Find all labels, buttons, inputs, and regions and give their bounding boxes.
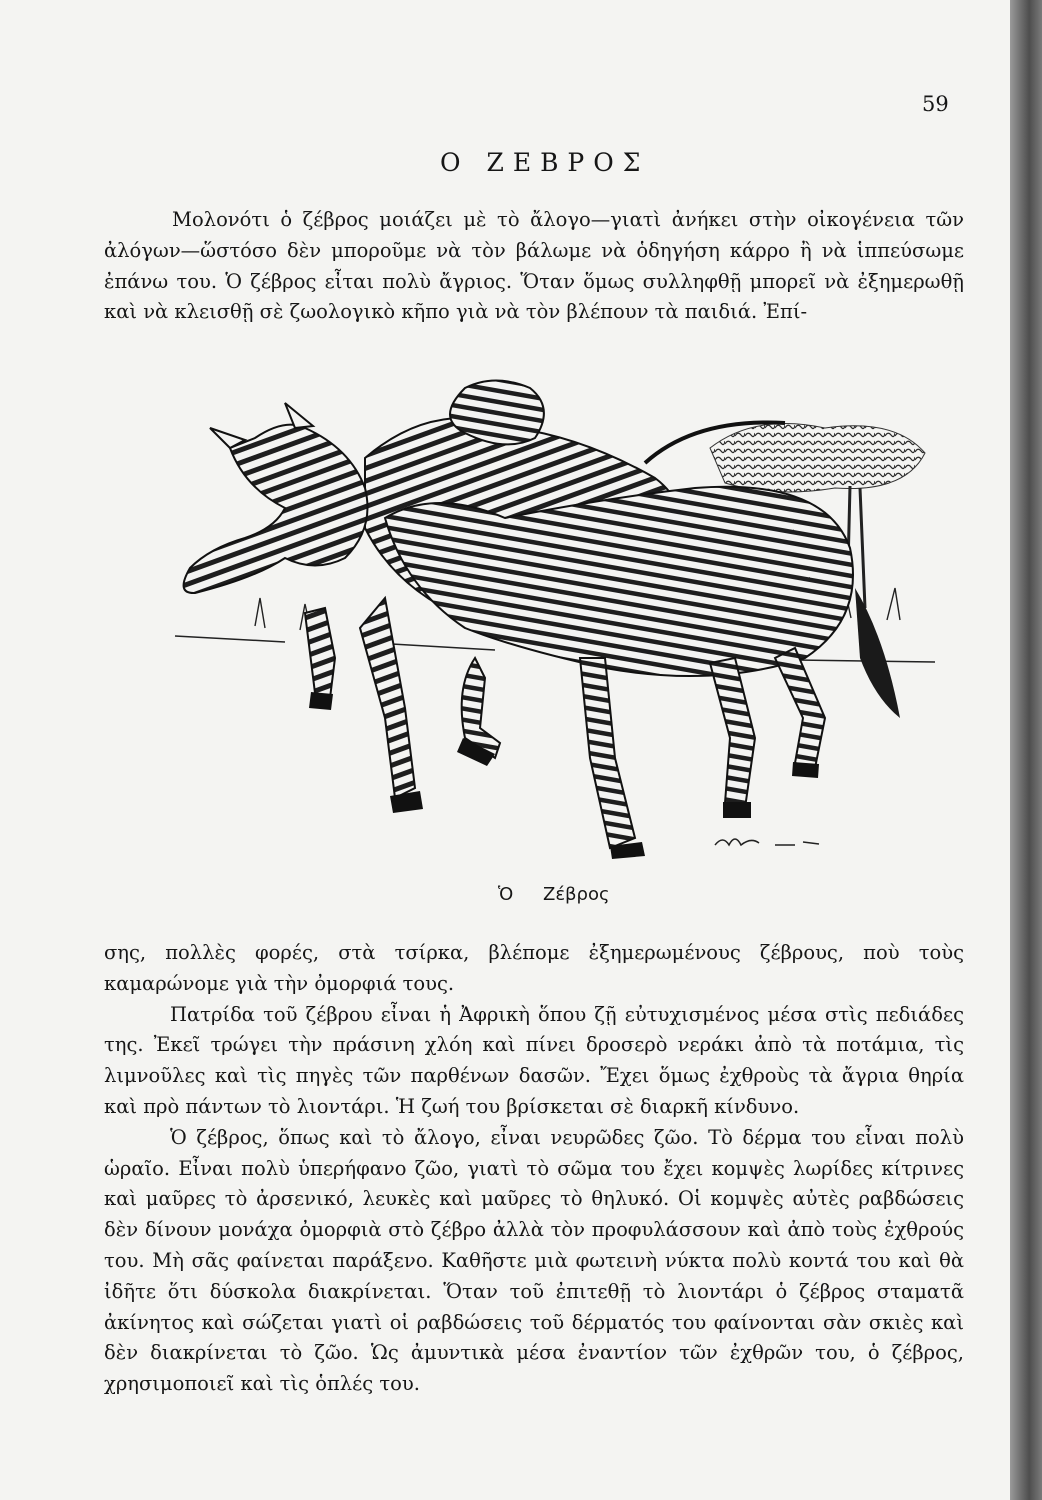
intro-text bbox=[104, 205, 964, 328]
zebra-head bbox=[184, 425, 368, 593]
zebra-tail-tuft bbox=[855, 588, 900, 718]
page-edge bbox=[1010, 0, 1042, 1500]
page-number: 59 bbox=[922, 92, 949, 116]
zebra-leg bbox=[710, 658, 755, 808]
paragraph: Ὁ ζέβρος, ὅπως καὶ τὸ ἄλογο, εἶναι νευρῶδες ζῶο. Τὸ δέρμα του εἶναι πολὺ ὡραῖο. Εἶναι πολὺ ὑπερήφανο ζῶο, γιατὶ τὸ σῶμα του ἔχει κομψὲς λωρίδες κίτρινες καὶ μαῦρες τὸ ἀρσενικό, λευκὲς καὶ μαῦρες τὸ θηλυκό. Οἱ κομψὲς αὐτὲς ραβδώσεις δὲν δίνουν μονάχα ὀμορφιὰ στὸ ζέβρο ἀλλὰ τὸν προφυλάσσουν καὶ ἀπὸ τοὺς ἐχθρούς του. Μὴ σᾶς φαίνεται παράξενο. Καθῆστε μιὰ φωτεινὴ νύκτα πολὺ κοντά του καὶ θὰ ἰδῆτε ὅτι δύσκολα διακρίνεται. Ὅταν τοῦ ἐπιτεθῇ τὸ λιοντάρι ὁ ζέβρος σταματᾶ ἀκίνητος καὶ σώζεται γιατὶ οἱ ραβδώσεις τοῦ δέρματός του φαίνονται σὰν σκιὲς καὶ δὲν διακρίνεται τὸ ζῶο. Ὡς ἀμυντικὰ μέσα ἐναντίον τῶν ἐχθρῶν του, ὁ ζέβρος, χρησιμοποιεῖ καὶ τὶς ὁπλές του. bbox=[104, 1125, 964, 1396]
bush-shape bbox=[710, 424, 925, 493]
page-title: Ο ΖΕΒΡΟΣ bbox=[440, 148, 650, 177]
illustration-caption: Ὁ Ζέβρος bbox=[498, 884, 610, 905]
paragraph: Μολονότι ὁ ζέβρος μοιάζει μὲ τὸ ἄλογο—γιατὶ ἀνήκει στὴν οἰκογένεια τῶν ἀλόγων—ὥστόσο δὲν μποροῦμε νὰ τὸν βάλωμε νὰ ὁδηγήση κάρρο ἢ νὰ ἱππεύσωμε ἐπάνω του. Ὁ ζέβρος εἶται πολὺ ἄγριος. Ὅταν ὅμως συλληφθῇ μπορεῖ νὰ ἐξημερωθῇ καὶ νὰ κλεισθῇ σὲ ζωολογικὸ κῆπο γιὰ νὰ τὸν βλέπουν τὰ παιδιά. Ἐπί- bbox=[104, 208, 964, 324]
zebra-leg bbox=[775, 648, 825, 768]
paragraph: Πατρίδα τοῦ ζέβρου εἶναι ἡ Ἀφρικὴ ὅπου ζῇ εὐτυχισμένος μέσα στὶς πεδιάδες της. Ἐκεῖ τρώγει τὴν πράσινη χλόη καὶ πίνει δροσερὸ νεράκι ἀπὸ τὰ ποτάμια, τὶς λιμνοῦλες καὶ τὶς πηγὲς τῶν παρθένων δασῶν. Ἔχει ὅμως ἐχθροὺς τὰ ἄγρια θηρία καὶ πρὸ πάντων τὸ λιοντάρι. Ἡ ζωή του βρίσκεται σὲ διαρκῆ κίνδυνο. bbox=[104, 1002, 964, 1118]
body-text bbox=[104, 938, 964, 1400]
zebra-leg bbox=[305, 608, 335, 698]
artist-signature bbox=[715, 839, 819, 845]
paragraph: σης, πολλὲς φορές, στὰ τσίρκα, βλέπομε ἐξημερωμένους ζέβρους, ποὺ τοὺς καμαρώνομε γιὰ τὴν ὀμορφιά τους. bbox=[104, 941, 964, 995]
zebra-leg bbox=[580, 658, 635, 848]
zebra-leg bbox=[360, 598, 415, 798]
zebra-illustration bbox=[135, 358, 935, 868]
